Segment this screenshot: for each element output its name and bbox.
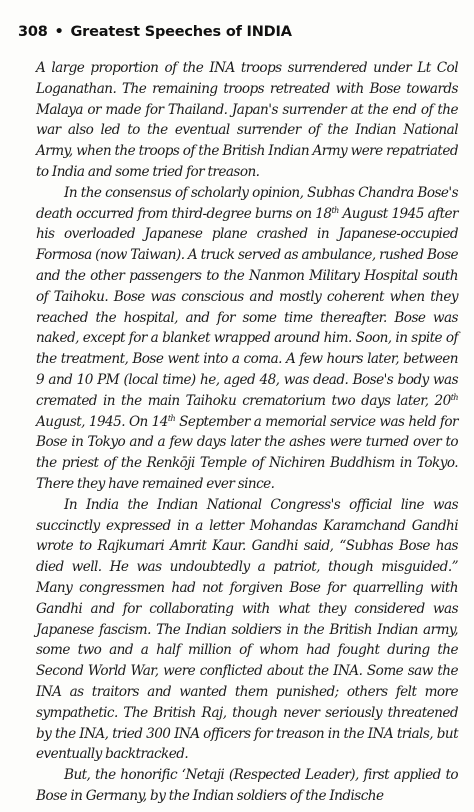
- paragraph-congress-reaction: In India the Indian National Congress's official line was succinctly expressed in a letter Mohandas Karamchand Gandhi wrote to Rajkumari Amrit Kaur. Gandhi said, “Subhas Bose has died well. He was undoubtedly a patriot, though misguided.” Many congressmen had not forgiven Bose for quarrelling with Gandhi and for collaborating with what they considered was Japanese fascism. The Indian soldiers in the British Indian army, some two and a half million of whom had fought during the Second World War, were conflicted about the INA. Some saw the INA as traitors and wanted them punished; others felt more sympathetic. The British Raj, though never seriously threatened by the INA, tried 300 INA officers for treason in the INA trials, but eventually backtracked.: [36, 496, 458, 763]
- running-header: [18, 24, 292, 40]
- paragraph-netaji-honorific: But, the honorific ‘Netaji (Respected Leader), first applied to Bose in Germany, by the Indian soldiers of the Indische: [36, 767, 458, 804]
- paragraph-text-part: September a memorial service was held for Bose in Tokyo and a few days later the ashes were turned over to the priest of the Renkōji Temple of Nichiren Buddhism in Tokyo. There they have remained ever since.: [36, 413, 458, 492]
- paragraph-bose-death: [36, 183, 458, 495]
- ordinal-suffix: th: [331, 205, 339, 215]
- page-number: 308: [18, 24, 48, 40]
- ordinal-suffix: th: [450, 392, 458, 402]
- paragraph-text-part: In the consensus of scholarly opinion, Subhas Chandra Bose's death occurred from third-degree burns on 18: [36, 184, 458, 222]
- body-text: [36, 58, 458, 807]
- header-separator: •: [54, 24, 64, 40]
- ordinal-suffix: th: [167, 413, 176, 423]
- paragraph-text-part: August 1945 after his overloaded Japanese plane crashed in Japanese-occupied Formosa (now Taiwan). A truck served as ambulance, rushed Bose and the other passengers to the Nanmon Military Hospital south of Taihoku. Bose was conscious and mostly coherent when they reached the hospital, and for some time thereafter. Bose was naked, except for a blanket wrapped around him. Soon, in spite of the treatment, Bose went into a coma. A few hours later, between 9 and 10 PM (local time) he, aged 48, was dead. Bose's body was cremated in the main Taihoku crematorium two days later, 20: [36, 205, 458, 409]
- paragraph-text-part: August, 1945. On 14: [36, 413, 168, 430]
- paragraph-ina-surrender: A large proportion of the INA troops surrendered under Lt Col Loganathan. The remaining troops retreated with Bose towards Malaya or made for Thailand. Japan's surrender at the end of the war also led to the eventual surrender of the Indian National Army, when the troops of the British Indian Army were repatriated to India and some tried for treason.: [36, 60, 458, 180]
- book-title: Greatest Speeches of INDIA: [70, 24, 292, 40]
